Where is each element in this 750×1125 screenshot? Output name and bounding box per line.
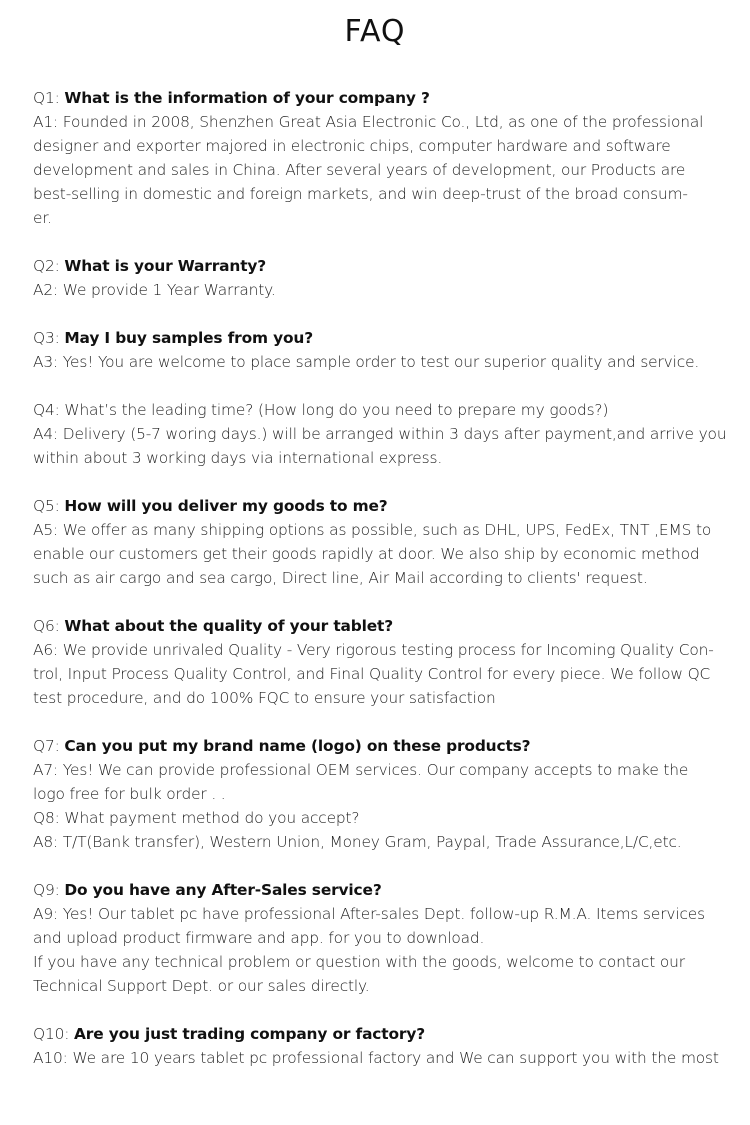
faq-item-9 — [33, 878, 745, 998]
faq-item-2 — [33, 254, 745, 302]
answer-line: A7: Yes! We can provide professional OEM services. Our company accepts to make the — [33, 761, 689, 779]
question-1 — [33, 86, 745, 110]
question-8: Q8: What payment method do you accept? — [33, 809, 360, 827]
answer-line: Technical Support Dept. or our sales directly. — [33, 977, 370, 995]
answer-line: A5: We offer as many shipping options as possible, such as DHL, UPS, FedEx, TNT ,EMS to — [33, 521, 712, 539]
question-text: May I buy samples from you? — [64, 329, 313, 347]
question-prefix: Q1: — [33, 89, 65, 107]
question-3 — [33, 326, 745, 350]
question-text: Are you just trading company or factory? — [74, 1025, 426, 1043]
faq-list — [33, 86, 745, 1070]
answer-line: such as air cargo and sea cargo, Direct line, Air Mail according to clients' request. — [33, 569, 648, 587]
answer-line: A10: We are 10 years tablet pc professional factory and We can support you with the most — [33, 1049, 719, 1067]
answer-line: designer and exporter majored in electronic chips, computer hardware and software — [33, 137, 671, 155]
question-text: What is the information of your company ? — [64, 89, 430, 107]
answer-line: A1: Founded in 2008, Shenzhen Great Asia Electronic Co., Ltd, as one of the professional — [33, 113, 704, 131]
answer-line: within about 3 working days via international express. — [33, 449, 443, 467]
question-prefix: Q5: — [33, 497, 65, 515]
faq-item-3 — [33, 326, 745, 374]
answer-line: er. — [33, 209, 52, 227]
faq-item-10 — [33, 1022, 745, 1070]
answer-line: enable our customers get their goods rapidly at door. We also ship by economic method — [33, 545, 700, 563]
spacer — [33, 710, 745, 734]
answer-line: and upload product firmware and app. for you to download. — [33, 929, 485, 947]
answer-line: A9: Yes! Our tablet pc have professional After-sales Dept. follow-up R.M.A. Items services — [33, 905, 705, 923]
answer-line: logo free for bulk order . . — [33, 785, 226, 803]
answer-line: A8: T/T(Bank transfer), Western Union, Money Gram, Paypal, Trade Assurance,L/C,etc. — [33, 833, 682, 851]
answer-line: A6: We provide unrivaled Quality - Very rigorous testing process for Incoming Quality Con- — [33, 641, 714, 659]
question-7 — [33, 734, 745, 758]
question-text: What about the quality of your tablet? — [64, 617, 394, 635]
spacer — [33, 998, 745, 1022]
answer-line: trol, Input Process Quality Control, and Final Quality Control for every piece. We follow QC — [33, 665, 711, 683]
spacer — [33, 230, 745, 254]
spacer — [33, 374, 745, 398]
question-prefix: Q3: — [33, 329, 65, 347]
spacer — [33, 470, 745, 494]
question-prefix: Q6: — [33, 617, 65, 635]
faq-item-6 — [33, 614, 745, 710]
question-text: What is your Warranty? — [64, 257, 267, 275]
question-4 — [33, 398, 745, 422]
answer-line: A4: Delivery (5-7 woring days.) will be arranged within 3 days after payment,and arrive you — [33, 425, 727, 443]
question-text: Do you have any After-Sales service? — [64, 881, 382, 899]
question-prefix: Q7: — [33, 737, 65, 755]
question-9 — [33, 878, 745, 902]
question-text: How will you deliver my goods to me? — [64, 497, 388, 515]
answer-line: If you have any technical problem or question with the goods, welcome to contact our — [33, 953, 685, 971]
question-6 — [33, 614, 745, 638]
question-text: Can you put my brand name (logo) on these products? — [64, 737, 531, 755]
question-prefix: Q4: What’s the leading time? (How long do you need to prepare my goods?) — [33, 401, 609, 419]
spacer — [33, 590, 745, 614]
page-title: FAQ — [344, 14, 406, 49]
spacer — [33, 302, 745, 326]
question-5 — [33, 494, 745, 518]
faq-item-4 — [33, 398, 745, 470]
question-prefix: Q9: — [33, 881, 65, 899]
answer-line: A2: We provide 1 Year Warranty. — [33, 281, 276, 299]
question-prefix: Q2: — [33, 257, 65, 275]
question-2 — [33, 254, 745, 278]
faq-item-7 — [33, 734, 745, 854]
faq-item-1 — [33, 86, 745, 230]
question-prefix: Q10: — [33, 1025, 75, 1043]
answer-line: development and sales in China. After several years of development, our Products are — [33, 161, 686, 179]
answer-line: test procedure, and do 100% FQC to ensure your satisfaction — [33, 689, 496, 707]
answer-line: best-selling in domestic and foreign markets, and win deep-trust of the broad consum- — [33, 185, 688, 203]
faq-item-5 — [33, 494, 745, 590]
answer-line: A3: Yes! You are welcome to place sample order to test our superior quality and service. — [33, 353, 700, 371]
question-10 — [33, 1022, 745, 1046]
spacer — [33, 854, 745, 878]
